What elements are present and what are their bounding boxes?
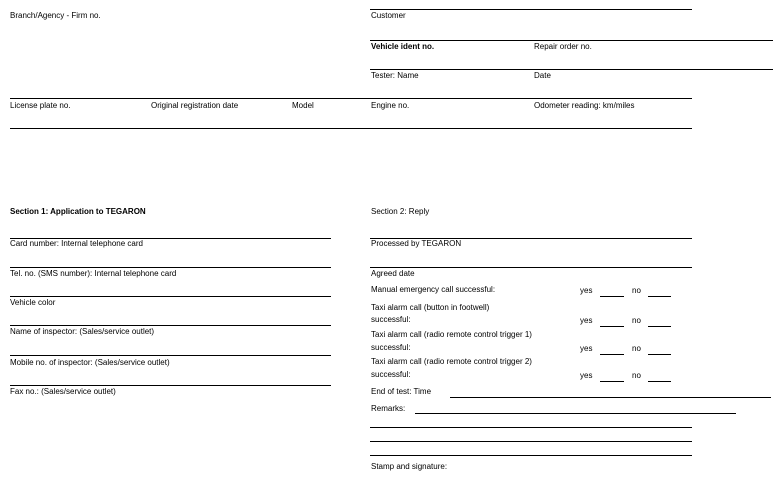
section2-title: Section 2: Reply [371, 207, 430, 216]
original-registration-label: Original registration date [151, 101, 239, 110]
taxi3-no-blank[interactable] [648, 381, 671, 382]
taxi1-no-blank[interactable] [648, 326, 671, 327]
taxi3-yes-blank[interactable] [600, 381, 624, 382]
taxi2-yes-label: yes [580, 344, 593, 353]
taxi1-yes-label: yes [580, 316, 593, 325]
line-vehicle-color[interactable] [10, 296, 331, 297]
taxi1-yes-blank[interactable] [600, 326, 624, 327]
tel-number-label: Tel. no. (SMS number): Internal telephone card [10, 269, 177, 278]
manual-no-blank[interactable] [648, 296, 671, 297]
rule-top-right [370, 9, 692, 10]
remarks-blank-1[interactable] [415, 413, 736, 414]
end-of-test-blank[interactable] [450, 397, 771, 398]
taxi3-line1-label: Taxi alarm call (radio remote control trigger 2) [371, 357, 532, 366]
manual-yes-label: yes [580, 286, 593, 295]
card-number-label: Card number: Internal telephone card [10, 239, 143, 248]
branch-agency-label: Branch/Agency - Firm no. [10, 11, 101, 20]
remarks-blank-4[interactable] [370, 455, 692, 456]
section1-title: Section 1: Application to TEGARON [10, 207, 146, 216]
rule-header-mid [10, 98, 692, 99]
taxi3-line2-label: successful: [371, 370, 411, 379]
processed-by-label: Processed by TEGARON [371, 239, 462, 248]
vehicle-ident-label: Vehicle ident no. [371, 42, 435, 51]
manual-no-label: no [632, 286, 641, 295]
taxi2-line2-label: successful: [371, 343, 411, 352]
fax-label: Fax no.: (Sales/service outlet) [10, 387, 116, 396]
line-processed-by[interactable] [370, 267, 692, 268]
remarks-blank-2[interactable] [370, 427, 692, 428]
taxi1-no-label: no [632, 316, 641, 325]
agreed-date-label: Agreed date [371, 269, 415, 278]
manual-yes-blank[interactable] [600, 296, 624, 297]
customer-label: Customer [371, 11, 406, 20]
line-card-number[interactable] [10, 238, 331, 239]
manual-call-label: Manual emergency call successful: [371, 285, 496, 294]
license-plate-label: License plate no. [10, 101, 71, 110]
taxi2-yes-blank[interactable] [600, 354, 624, 355]
engine-label: Engine no. [371, 101, 410, 110]
taxi2-line1-label: Taxi alarm call (radio remote control trigger 1) [371, 330, 532, 339]
taxi2-no-label: no [632, 344, 641, 353]
remarks-label: Remarks: [371, 404, 406, 413]
line-inspector-name[interactable] [10, 325, 331, 326]
inspector-name-label: Name of inspector: (Sales/service outlet) [10, 327, 155, 336]
taxi1-line2-label: successful: [371, 315, 411, 324]
taxi3-no-label: no [632, 371, 641, 380]
taxi3-yes-label: yes [580, 371, 593, 380]
repair-order-label: Repair order no. [534, 42, 592, 51]
date-label: Date [534, 71, 551, 80]
stamp-signature-label: Stamp and signature: [371, 462, 448, 471]
vehicle-color-label: Vehicle color [10, 298, 56, 307]
end-of-test-label: End of test: Time [371, 387, 432, 396]
taxi2-no-blank[interactable] [648, 354, 671, 355]
taxi1-line1-label: Taxi alarm call (button in footwell) [371, 303, 490, 312]
line-tel-number[interactable] [10, 267, 331, 268]
line-fax[interactable] [10, 385, 331, 386]
rule-header-bottom [10, 128, 692, 129]
rule-vehicle-ident-bottom [370, 69, 773, 70]
remarks-blank-3[interactable] [370, 441, 692, 442]
model-label: Model [292, 101, 314, 110]
rule-customer-bottom [370, 40, 773, 41]
tester-name-label: Tester: Name [371, 71, 419, 80]
inspector-mobile-label: Mobile no. of inspector: (Sales/service outlet) [10, 358, 170, 367]
odometer-label: Odometer reading: km/miles [534, 101, 635, 110]
line-inspector-mobile[interactable] [10, 355, 331, 356]
